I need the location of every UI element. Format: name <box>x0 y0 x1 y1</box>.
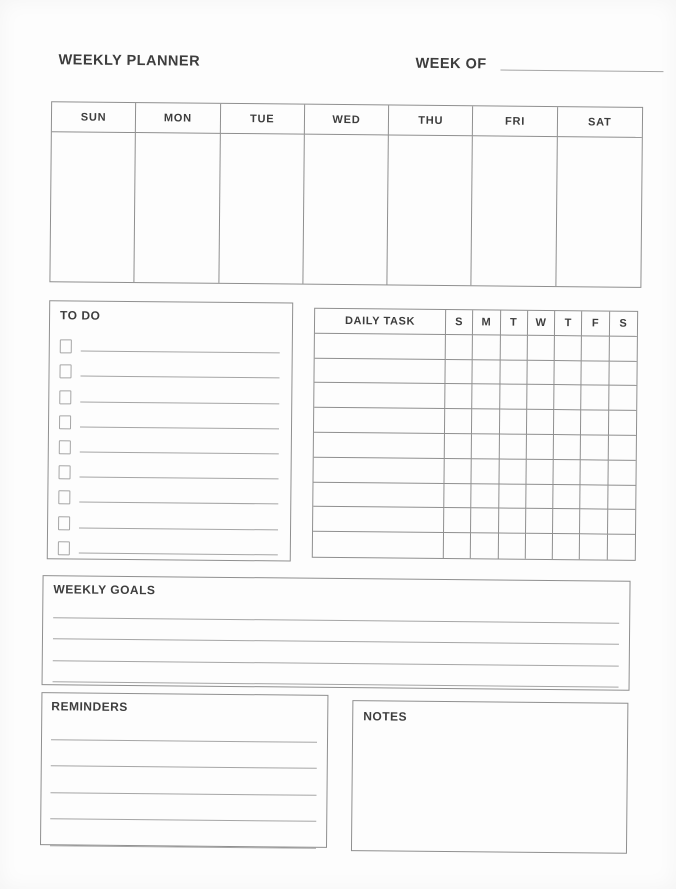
daily-task-check-cell[interactable] <box>446 335 474 360</box>
calendar-day-cell[interactable] <box>388 135 474 285</box>
weekly-goals-section <box>42 575 631 691</box>
daily-task-check-cell[interactable] <box>608 510 636 535</box>
todo-row <box>59 454 279 481</box>
week-of-label: WEEK OF <box>415 55 487 73</box>
daily-task-check-cell[interactable] <box>609 336 637 361</box>
daily-task-check-cell[interactable] <box>472 459 500 484</box>
daily-task-name-cell[interactable] <box>314 433 445 459</box>
daily-task-check-cell[interactable] <box>608 460 636 485</box>
daily-task-check-cell[interactable] <box>500 410 528 435</box>
weekly-goals-entry-line[interactable] <box>53 660 619 666</box>
daily-task-check-cell[interactable] <box>499 484 527 509</box>
reminders-entry-line[interactable] <box>51 739 317 743</box>
reminders-entry-line[interactable] <box>50 845 316 849</box>
todo-checkbox[interactable] <box>59 415 71 429</box>
reminders-section <box>40 692 328 848</box>
daily-task-check-cell[interactable] <box>500 385 528 410</box>
daily-task-check-cell[interactable] <box>581 435 609 460</box>
daily-task-check-cell[interactable] <box>500 360 528 385</box>
daily-task-check-cell[interactable] <box>581 411 609 436</box>
todo-checkbox[interactable] <box>59 390 71 404</box>
daily-task-check-cell[interactable] <box>472 409 500 434</box>
daily-task-check-cell[interactable] <box>527 385 555 410</box>
weekly-goals-lines <box>53 617 620 688</box>
daily-task-check-cell[interactable] <box>472 385 500 410</box>
daily-task-check-cell[interactable] <box>526 509 554 534</box>
daily-task-check-cell[interactable] <box>554 460 582 485</box>
daily-task-check-cell[interactable] <box>528 336 556 361</box>
calendar-day-cell[interactable] <box>472 136 558 286</box>
reminders-lines <box>50 739 317 849</box>
daily-task-check-cell[interactable] <box>445 360 473 385</box>
todo-checkbox[interactable] <box>58 491 70 505</box>
daily-task-check-cell[interactable] <box>608 436 636 461</box>
calendar-day-cell[interactable] <box>303 135 389 285</box>
daily-task-check-cell[interactable] <box>609 386 637 411</box>
daily-task-day-header-cell: T <box>555 311 583 336</box>
week-calendar-table <box>49 101 643 288</box>
notes-label: NOTES <box>363 709 408 724</box>
daily-task-check-cell[interactable] <box>499 459 527 484</box>
daily-task-check-cell[interactable] <box>607 535 635 560</box>
daily-task-check-cell[interactable] <box>444 508 472 533</box>
daily-task-check-cell[interactable] <box>582 361 610 386</box>
daily-task-check-cell[interactable] <box>526 460 554 485</box>
calendar-day-cell[interactable] <box>556 137 642 287</box>
daily-task-check-cell[interactable] <box>445 409 473 434</box>
todo-checkbox[interactable] <box>60 339 72 353</box>
daily-task-check-cell[interactable] <box>499 435 527 460</box>
daily-task-check-cell[interactable] <box>553 534 581 559</box>
daily-task-check-cell[interactable] <box>472 484 500 509</box>
daily-task-check-cell[interactable] <box>526 484 554 509</box>
todo-checkbox[interactable] <box>58 541 70 555</box>
weekly-goals-entry-line[interactable] <box>53 617 619 623</box>
daily-task-name-cell[interactable] <box>314 383 445 409</box>
reminders-entry-line[interactable] <box>51 792 317 796</box>
todo-row <box>59 404 279 431</box>
daily-task-table <box>312 308 638 561</box>
todo-row <box>58 479 278 506</box>
daily-task-name-cell[interactable] <box>313 507 444 533</box>
daily-task-check-cell[interactable] <box>554 410 582 435</box>
daily-task-check-cell[interactable] <box>444 533 472 558</box>
daily-task-check-cell[interactable] <box>472 434 500 459</box>
todo-row <box>59 379 279 406</box>
daily-task-day-header-cell: W <box>528 311 556 336</box>
todo-row <box>58 530 278 557</box>
daily-task-check-cell[interactable] <box>554 385 582 410</box>
page-title: WEEKLY PLANNER <box>58 52 201 70</box>
notes-area[interactable] <box>352 731 627 853</box>
reminders-entry-line[interactable] <box>50 818 316 822</box>
daily-task-check-cell[interactable] <box>527 435 555 460</box>
daily-task-name-cell[interactable] <box>315 334 446 360</box>
daily-task-check-cell[interactable] <box>526 534 554 559</box>
daily-task-check-cell[interactable] <box>445 384 473 409</box>
daily-task-check-cell[interactable] <box>554 435 582 460</box>
calendar-day-cell[interactable] <box>219 134 305 284</box>
week-of-input-line[interactable] <box>501 70 664 73</box>
daily-task-check-cell[interactable] <box>553 485 581 510</box>
daily-task-check-cell[interactable] <box>580 510 608 535</box>
daily-task-check-cell[interactable] <box>527 360 555 385</box>
todo-entry-line[interactable] <box>79 552 278 555</box>
daily-task-check-cell[interactable] <box>445 434 473 459</box>
notes-section <box>351 700 628 854</box>
daily-task-check-cell[interactable] <box>473 360 501 385</box>
daily-task-name-cell[interactable] <box>313 532 444 558</box>
daily-task-check-cell[interactable] <box>444 459 472 484</box>
todo-label: TO DO <box>60 308 101 323</box>
reminders-entry-line[interactable] <box>51 765 317 769</box>
daily-task-check-cell[interactable] <box>580 534 608 559</box>
daily-task-check-cell[interactable] <box>582 336 610 361</box>
daily-task-check-cell[interactable] <box>609 361 637 386</box>
daily-task-check-cell[interactable] <box>553 509 581 534</box>
daily-task-name-cell[interactable] <box>313 482 444 508</box>
daily-task-check-cell[interactable] <box>498 534 526 559</box>
todo-checkbox[interactable] <box>59 365 71 379</box>
todo-row <box>60 328 280 355</box>
calendar-day-header: WED <box>305 105 390 136</box>
weekly-goals-label: WEEKLY GOALS <box>53 582 156 598</box>
calendar-day-header: TUE <box>220 104 305 135</box>
daily-task-check-cell[interactable] <box>555 361 583 386</box>
daily-task-name-cell[interactable] <box>314 408 445 434</box>
daily-task-day-header-cell: T <box>500 311 528 336</box>
daily-task-day-header-cell: S <box>446 310 474 335</box>
daily-task-check-cell[interactable] <box>609 411 637 436</box>
calendar-day-header: MON <box>136 103 221 134</box>
daily-task-day-header-cell: S <box>610 312 638 337</box>
daily-task-check-cell[interactable] <box>471 509 499 534</box>
daily-task-day-header-cell: F <box>582 311 610 336</box>
calendar-day-cell[interactable] <box>50 132 136 282</box>
todo-section <box>47 300 293 561</box>
todo-row <box>59 429 279 456</box>
daily-task-check-cell[interactable] <box>499 509 527 534</box>
todo-list <box>58 328 280 557</box>
daily-task-check-cell[interactable] <box>581 460 609 485</box>
daily-task-check-cell[interactable] <box>473 335 501 360</box>
daily-task-check-cell[interactable] <box>471 533 499 558</box>
calendar-day-cell[interactable] <box>135 133 221 283</box>
calendar-day-header: SAT <box>558 107 643 138</box>
todo-checkbox[interactable] <box>59 440 71 454</box>
calendar-day-header: SUN <box>52 102 137 133</box>
daily-task-name-cell[interactable] <box>313 458 444 484</box>
daily-task-name-cell[interactable] <box>314 358 445 384</box>
reminders-label: REMINDERS <box>51 699 128 714</box>
calendar-day-header: THU <box>389 105 474 136</box>
daily-task-check-cell[interactable] <box>500 335 528 360</box>
daily-task-check-cell[interactable] <box>444 484 472 509</box>
calendar-day-header: FRI <box>473 106 558 137</box>
todo-row <box>58 505 278 532</box>
daily-task-header-cell: DAILY TASK <box>315 309 446 335</box>
todo-checkbox[interactable] <box>58 516 70 530</box>
daily-task-check-cell[interactable] <box>555 336 583 361</box>
daily-task-check-cell[interactable] <box>582 386 610 411</box>
todo-row <box>59 353 279 380</box>
todo-checkbox[interactable] <box>59 465 71 479</box>
weekly-goals-entry-line[interactable] <box>53 638 619 644</box>
weekly-goals-entry-line[interactable] <box>53 681 619 687</box>
week-of-field <box>415 56 663 74</box>
daily-task-check-cell[interactable] <box>581 485 609 510</box>
daily-task-check-cell[interactable] <box>608 485 636 510</box>
daily-task-day-header-cell: M <box>473 310 501 335</box>
daily-task-check-cell[interactable] <box>527 410 555 435</box>
